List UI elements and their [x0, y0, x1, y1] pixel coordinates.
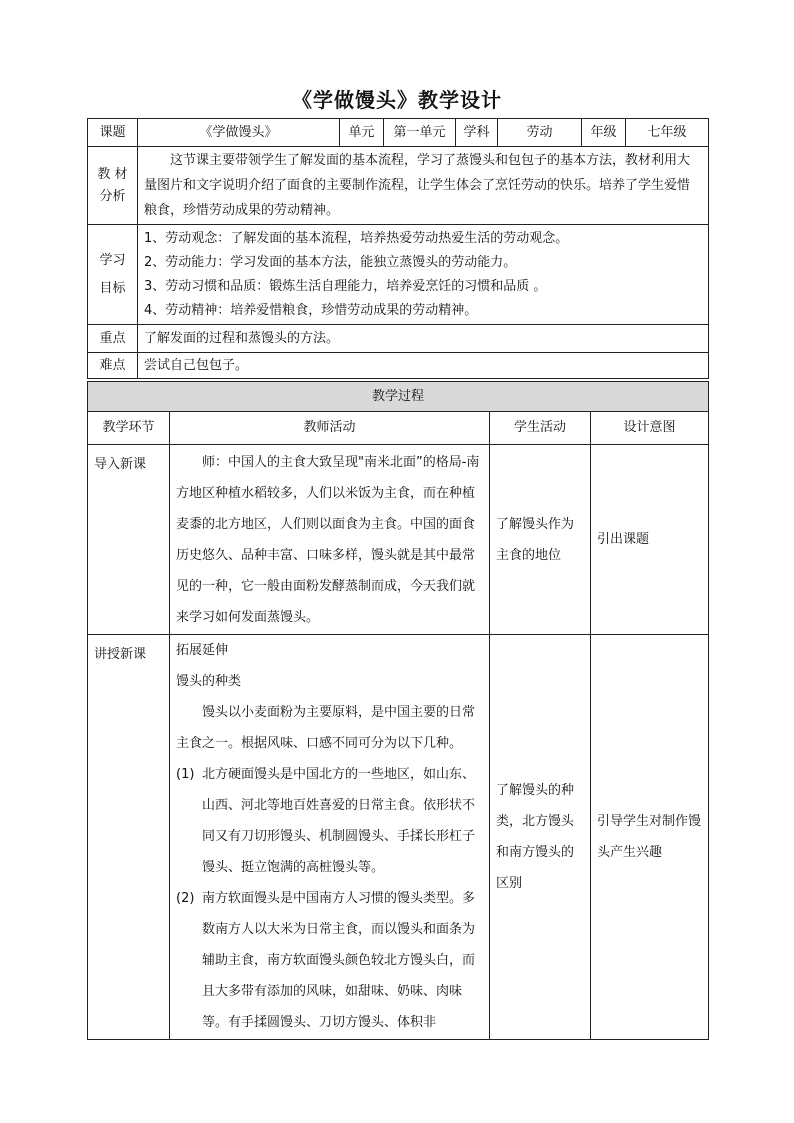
- subject-label: 学科: [456, 119, 498, 147]
- list-text: 南方软面馒头是中国南方人习惯的馒头类型。多数南方人以大米为日常主食，而以馒头和面条为辅助主食，南方软面馒头颜色较北方馒头白，而且大多带有添加的风味，如甜味、奶味、肉味等。有手揉圆馒头、刀切方馒头、体积非: [202, 891, 476, 1030]
- design-intent-cell: 引出课题: [591, 445, 709, 635]
- analysis-label-line2: 分析: [99, 188, 126, 204]
- column-header: 学生活动: [490, 412, 591, 445]
- page-title: 《学做馒头》教学设计: [292, 88, 502, 112]
- stage-cell: 导入新课: [88, 445, 170, 635]
- goal-item: 2、劳动能力：学习发面的基本方法，能独立蒸馒头的劳动能力。: [144, 254, 517, 270]
- section-subtitle: 拓展延伸: [176, 643, 229, 658]
- process-header: 教学过程: [88, 382, 709, 412]
- goal-item: 3、劳动习惯和品质：锻炼生活自理能力，培养爱烹饪的习惯和品质 。: [144, 278, 547, 294]
- list-text: 北方硬面馒头是中国北方的一些地区，如山东、山西、河北等地百姓喜爱的日常主食。依形状不同又有刀切形馒头、机制圆馒头、手揉长形杠子馒头、挺立饱满的高桩馒头等。: [202, 767, 476, 875]
- teaching-process-table: [87, 381, 709, 1040]
- key-text: 了解发面的过程和蒸馒头的方法。: [138, 325, 709, 353]
- topic-value: 《学做馒头》: [138, 119, 340, 147]
- student-activity-cell: 了解馒头作为主食的地位: [490, 445, 591, 635]
- student-activity-cell: 了解馒头的种类，北方馒头和南方馒头的区别: [490, 635, 591, 1040]
- goals-label-line2: 目标: [99, 280, 126, 296]
- section-subtitle: 馒头的种类: [176, 674, 242, 689]
- teacher-activity-cell: [170, 445, 490, 635]
- list-item: [176, 883, 483, 1038]
- list-number: (1): [176, 767, 195, 782]
- goals-cell: [138, 225, 709, 325]
- lesson-info-table: [87, 118, 709, 379]
- unit-label: 单元: [340, 119, 384, 147]
- table-row: [88, 635, 709, 1040]
- analysis-cell: [138, 147, 709, 225]
- column-header: 教师活动: [170, 412, 490, 445]
- difficulty-label: 难点: [88, 353, 138, 379]
- difficulty-text: 尝试自己包包子。: [138, 353, 709, 379]
- column-header: 教学环节: [88, 412, 170, 445]
- topic-label: 课题: [88, 119, 138, 147]
- key-label: 重点: [88, 325, 138, 353]
- table-row: [88, 445, 709, 635]
- grade-label: 年级: [582, 119, 626, 147]
- teacher-activity-text: 师：中国人的主食大致呈现"南米北面”的格局-南方地区种植水稻较多，人们以米饭为主食，而在种植麦黍的北方地区，人们则以面食为主食。中国的面食历史悠久、品种丰富、口味多样，馒头就是其中最常见的一种，它一般由面粉发酵蒸制而成，今天我们就来学习如何发面蒸馒头。: [176, 454, 480, 625]
- list-item: [176, 759, 483, 883]
- goal-item: 1、劳动观念：了解发面的基本流程，培养热爱劳动热爱生活的劳动观念。: [144, 230, 569, 246]
- analysis-text: 这节课主要带领学生了解发面的基本流程，学习了蒸馒头和包包子的基本方法，教材利用大量图片和文字说明介绍了面食的主要制作流程，让学生体会了烹饪劳动的快乐。培养了学生爱惜粮食，珍惜劳动成果的劳动精神。: [144, 153, 691, 218]
- goal-item: 4、劳动精神：培养爱惜粮食，珍惜劳动成果的劳动精神。: [144, 302, 478, 318]
- subject-value: 劳动: [498, 119, 582, 147]
- analysis-label: [88, 147, 138, 225]
- grade-value: 七年级: [626, 119, 709, 147]
- analysis-label-line1: 教 材: [97, 166, 128, 182]
- design-intent-cell: 引导学生对制作馒头产生兴趣: [591, 635, 709, 1040]
- intro-text: 馒头以小麦面粉为主要原料，是中国主要的日常主食之一。根据风味、口感不同可分为以下几种。: [176, 705, 476, 751]
- goals-label-line1: 学习: [99, 252, 126, 268]
- teacher-activity-cell: [170, 635, 490, 1040]
- stage-cell: 讲授新课: [88, 635, 170, 1040]
- column-header: 设计意图: [591, 412, 709, 445]
- list-number: (2): [176, 891, 195, 906]
- goals-label: [88, 225, 138, 325]
- unit-value: 第一单元: [384, 119, 456, 147]
